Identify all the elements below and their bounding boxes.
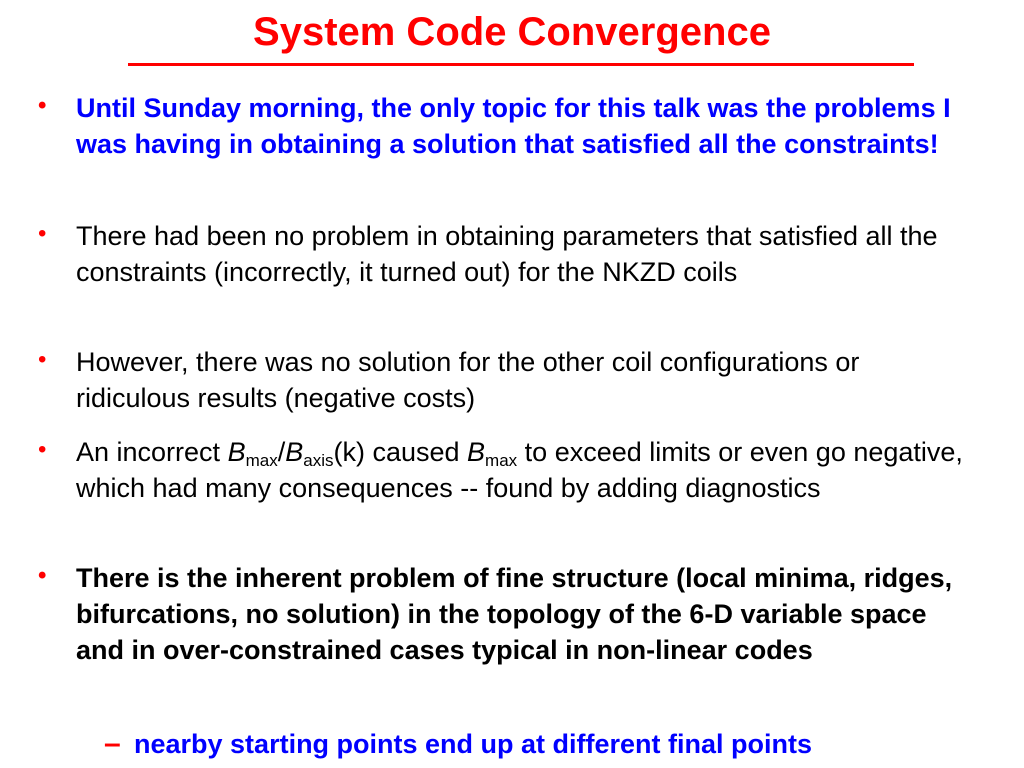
bullet-dot-icon: • xyxy=(38,220,47,247)
bullet-item-1 xyxy=(38,90,976,162)
dash-icon: – xyxy=(104,727,121,760)
title-underline xyxy=(128,63,914,66)
bullet-text: There had been no problem in obtaining parameters that satisfied all the constraints (incorrectly, it turned out) for the NKZD coils xyxy=(76,221,938,287)
bullet-dot-icon: • xyxy=(38,92,47,119)
variable-b: B xyxy=(285,437,304,467)
sub-bullet-item-1 xyxy=(104,726,1014,762)
bullet-text-mid: (k) caused xyxy=(333,437,468,467)
bullet-dot-icon: • xyxy=(38,436,47,463)
bullet-text-suffix: to exceed limits or even go negative, which had many consequences -- found by adding diagnostics xyxy=(76,437,963,503)
bullet-item-2 xyxy=(38,218,976,290)
subscript-max: max xyxy=(245,451,278,470)
bullet-item-4 xyxy=(38,434,976,506)
bullet-item-5 xyxy=(38,560,976,668)
bullet-dot-icon: • xyxy=(38,346,47,373)
sub-bullet-text: nearby starting points end up at different final points xyxy=(134,729,813,759)
bullet-text: There is the inherent problem of fine structure (local minima, ridges, bifurcations, no solution) in the topology of the 6-D variable space and in over-constrained cases typical in non-linear codes xyxy=(76,563,953,665)
bullet-item-3 xyxy=(38,344,976,416)
slide-title: System Code Convergence xyxy=(253,10,771,54)
bullet-text: However, there was no solution for the other coil configurations or ridiculous results (negative costs) xyxy=(76,347,860,413)
variable-b: B xyxy=(227,437,246,467)
subscript-axis: axis xyxy=(303,451,334,470)
bullet-dot-icon: • xyxy=(38,562,47,589)
subscript-max: max xyxy=(485,451,518,470)
bullet-text: Until Sunday morning, the only topic for this talk was the problems I was having in obtaining a solution that satisfied all the constraints! xyxy=(76,93,951,159)
variable-b: B xyxy=(467,437,486,467)
slash: / xyxy=(277,437,286,467)
bullet-text xyxy=(76,434,976,506)
bullet-text-prefix: An incorrect xyxy=(76,437,228,467)
